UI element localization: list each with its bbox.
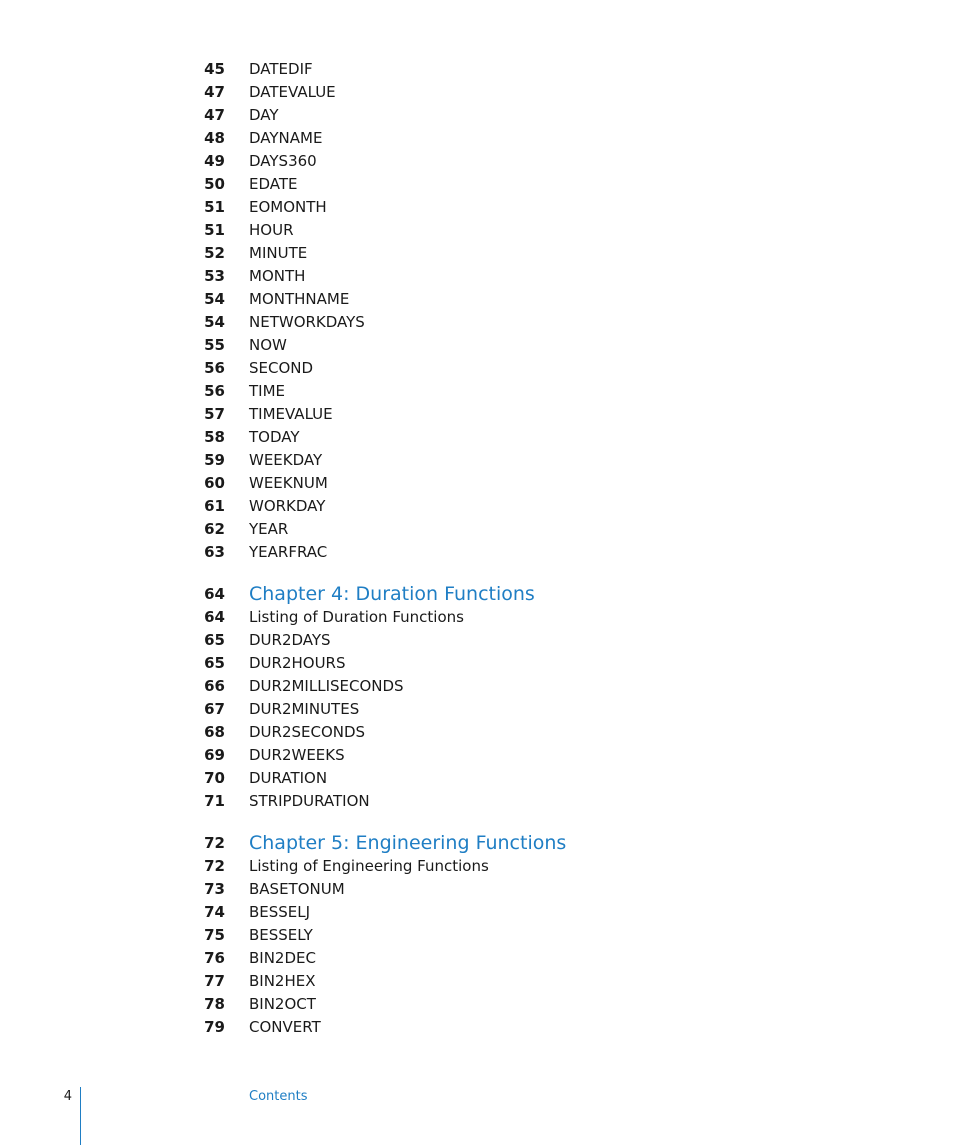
toc-page-number: 56 xyxy=(204,382,225,400)
toc-entry[interactable] xyxy=(0,970,954,993)
toc-page-number: 69 xyxy=(204,746,225,764)
toc-page-number: 60 xyxy=(204,474,225,492)
toc-entry[interactable] xyxy=(0,242,954,265)
toc-page-number: 45 xyxy=(204,60,225,78)
toc-page-number: 52 xyxy=(204,244,225,262)
toc-entry-title[interactable]: SECOND xyxy=(249,359,314,377)
toc-entry-title[interactable]: EOMONTH xyxy=(249,198,327,216)
toc-entry-title[interactable]: MINUTE xyxy=(249,244,308,262)
toc-entry-title[interactable]: STRIPDURATION xyxy=(249,792,370,810)
toc-entry-title[interactable]: DUR2WEEKS xyxy=(249,746,345,764)
chapter-title[interactable]: Chapter 4: Duration Functions xyxy=(249,583,535,605)
toc-entry[interactable] xyxy=(0,495,954,518)
toc-entry-title[interactable]: BIN2OCT xyxy=(249,995,316,1013)
toc-entry-title[interactable]: WEEKNUM xyxy=(249,474,328,492)
toc-page-number: 49 xyxy=(204,152,225,170)
toc-entry[interactable] xyxy=(0,606,954,629)
toc-section-group xyxy=(0,58,954,564)
toc-page-number: 64 xyxy=(204,608,225,626)
toc-entry[interactable] xyxy=(0,357,954,380)
toc-page-number: 76 xyxy=(204,949,225,967)
toc-page-number: 58 xyxy=(204,428,225,446)
toc-entry[interactable] xyxy=(0,449,954,472)
toc-chapter-group xyxy=(0,582,954,813)
toc-page-number: 51 xyxy=(204,198,225,216)
toc-page-number: 65 xyxy=(204,654,225,672)
toc-page-number: 47 xyxy=(204,83,225,101)
toc-entry-title[interactable]: NETWORKDAYS xyxy=(249,313,365,331)
toc-entry[interactable] xyxy=(0,265,954,288)
toc-entry-title[interactable]: Listing of Duration Functions xyxy=(249,608,464,626)
toc-entry[interactable] xyxy=(0,629,954,652)
toc-page-number: 55 xyxy=(204,336,225,354)
toc-page-number: 77 xyxy=(204,972,225,990)
toc-entry-title[interactable]: DAYS360 xyxy=(249,152,317,170)
chapter-title[interactable]: Chapter 5: Engineering Functions xyxy=(249,832,567,854)
toc-page-number: 47 xyxy=(204,106,225,124)
toc-entry-title[interactable]: EDATE xyxy=(249,175,298,193)
toc-page-number: 73 xyxy=(204,880,225,898)
toc-chapter-heading[interactable] xyxy=(0,831,954,855)
toc-entry-title[interactable]: DUR2MINUTES xyxy=(249,700,360,718)
toc-chapter-heading[interactable] xyxy=(0,582,954,606)
toc-entry[interactable] xyxy=(0,58,954,81)
toc-page-number: 63 xyxy=(204,543,225,561)
toc-entry[interactable] xyxy=(0,150,954,173)
toc-entry-title[interactable]: BESSELY xyxy=(249,926,313,944)
page-footer xyxy=(0,1087,954,1145)
toc-entry-title[interactable]: HOUR xyxy=(249,221,294,239)
toc-page-number: 75 xyxy=(204,926,225,944)
toc-page-number: 54 xyxy=(204,313,225,331)
toc-entry[interactable] xyxy=(0,196,954,219)
toc-entry-title[interactable]: WEEKDAY xyxy=(249,451,323,469)
toc-page-number: 48 xyxy=(204,129,225,147)
toc-entry-title[interactable]: CONVERT xyxy=(249,1018,321,1036)
toc-entry-title[interactable]: BIN2DEC xyxy=(249,949,316,967)
toc-page-number: 51 xyxy=(204,221,225,239)
toc-entry[interactable] xyxy=(0,219,954,242)
toc-page-number: 59 xyxy=(204,451,225,469)
toc-entry[interactable] xyxy=(0,518,954,541)
toc-entry[interactable] xyxy=(0,790,954,813)
toc-page-number: 56 xyxy=(204,359,225,377)
toc-entry-title[interactable]: DAYNAME xyxy=(249,129,323,147)
toc-entry[interactable] xyxy=(0,311,954,334)
toc-entry-title[interactable]: BIN2HEX xyxy=(249,972,316,990)
toc-entry-title[interactable]: DATEDIF xyxy=(249,60,313,78)
table-of-contents xyxy=(0,58,954,1039)
toc-page-number: 70 xyxy=(204,769,225,787)
toc-entry-title[interactable]: TODAY xyxy=(249,428,300,446)
toc-entry-title[interactable]: DUR2SECONDS xyxy=(249,723,366,741)
toc-entry-title[interactable]: WORKDAY xyxy=(249,497,326,515)
toc-page-number: 72 xyxy=(204,834,225,852)
toc-page-number: 50 xyxy=(204,175,225,193)
toc-page-number: 61 xyxy=(204,497,225,515)
footer-section-link[interactable]: Contents xyxy=(249,1089,308,1104)
toc-entry[interactable] xyxy=(0,104,954,127)
toc-entry[interactable] xyxy=(0,81,954,104)
toc-entry-title[interactable]: MONTHNAME xyxy=(249,290,350,308)
toc-entry-title[interactable]: MONTH xyxy=(249,267,306,285)
toc-entry[interactable] xyxy=(0,1016,954,1039)
footer-divider xyxy=(80,1087,81,1145)
toc-entry[interactable] xyxy=(0,288,954,311)
toc-entry[interactable] xyxy=(0,541,954,564)
toc-entry[interactable] xyxy=(0,403,954,426)
toc-page-number: 78 xyxy=(204,995,225,1013)
toc-entry-title[interactable]: YEARFRAC xyxy=(249,543,328,561)
toc-entry[interactable] xyxy=(0,127,954,150)
toc-entry-title[interactable]: TIMEVALUE xyxy=(249,405,333,423)
toc-entry[interactable] xyxy=(0,993,954,1016)
toc-entry[interactable] xyxy=(0,173,954,196)
toc-entry-title[interactable]: TIME xyxy=(249,382,286,400)
toc-entry[interactable] xyxy=(0,334,954,357)
toc-entry[interactable] xyxy=(0,426,954,449)
toc-entry[interactable] xyxy=(0,947,954,970)
toc-page-number: 53 xyxy=(204,267,225,285)
toc-entry[interactable] xyxy=(0,901,954,924)
toc-page-number: 71 xyxy=(204,792,225,810)
toc-page-number: 54 xyxy=(204,290,225,308)
toc-entry-title[interactable]: YEAR xyxy=(249,520,289,538)
toc-page-number: 79 xyxy=(204,1018,225,1036)
toc-entry[interactable] xyxy=(0,472,954,495)
toc-entry-title[interactable]: BESSELJ xyxy=(249,903,311,921)
toc-entry[interactable] xyxy=(0,652,954,675)
toc-entry-title[interactable]: Listing of Engineering Functions xyxy=(249,857,489,875)
toc-page-number: 65 xyxy=(204,631,225,649)
toc-entry-title[interactable]: NOW xyxy=(249,336,287,354)
toc-entry[interactable] xyxy=(0,924,954,947)
toc-page-number: 62 xyxy=(204,520,225,538)
toc-entry-title[interactable]: DUR2MILLISECONDS xyxy=(249,677,404,695)
toc-chapter-group xyxy=(0,831,954,1039)
toc-entry[interactable] xyxy=(0,878,954,901)
toc-entry-title[interactable]: DUR2DAYS xyxy=(249,631,331,649)
toc-entry[interactable] xyxy=(0,721,954,744)
toc-page-number: 68 xyxy=(204,723,225,741)
toc-page-number: 74 xyxy=(204,903,225,921)
toc-entry[interactable] xyxy=(0,744,954,767)
toc-page-number: 72 xyxy=(204,857,225,875)
toc-page-number: 66 xyxy=(204,677,225,695)
page-number: 4 xyxy=(63,1089,72,1104)
toc-entry[interactable] xyxy=(0,675,954,698)
toc-entry[interactable] xyxy=(0,698,954,721)
toc-page-number: 64 xyxy=(204,585,225,603)
toc-entry[interactable] xyxy=(0,767,954,790)
toc-entry-title[interactable]: DUR2HOURS xyxy=(249,654,346,672)
toc-entry-title[interactable]: DAY xyxy=(249,106,279,124)
toc-entry-title[interactable]: DATEVALUE xyxy=(249,83,336,101)
toc-entry[interactable] xyxy=(0,380,954,403)
toc-entry-title[interactable]: BASETONUM xyxy=(249,880,345,898)
toc-entry-title[interactable]: DURATION xyxy=(249,769,328,787)
toc-page-number: 57 xyxy=(204,405,225,423)
toc-page-number: 67 xyxy=(204,700,225,718)
toc-entry[interactable] xyxy=(0,855,954,878)
